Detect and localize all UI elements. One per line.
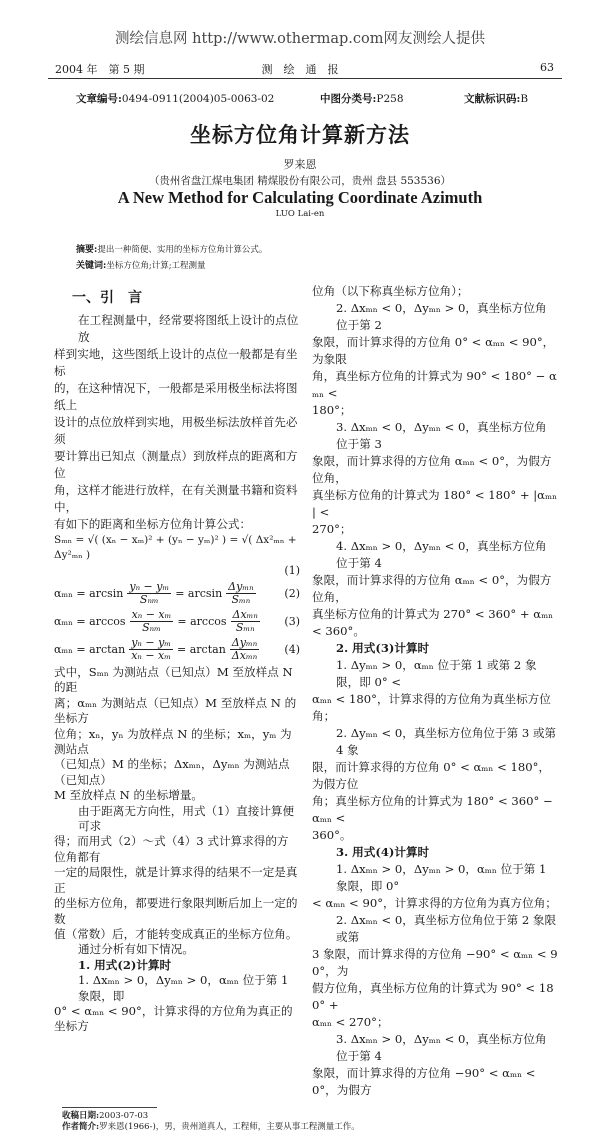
text-line: 象限，而计算求得的方位角 αₘₙ < 0°，为假方位角， bbox=[312, 573, 552, 604]
text-line: 设计的点位放样到实地，用极坐标法放样首先必须 bbox=[54, 415, 298, 446]
text-line: 有如下的距离和坐标方位角计算公式： bbox=[54, 517, 252, 531]
left-column bbox=[54, 283, 300, 1035]
text-line: 角，真坐标方位角的计算式为 90° < 180° − αₘₙ < bbox=[312, 369, 557, 400]
english-title: A New Method for Calculating Coordinate Azimuth bbox=[117, 188, 483, 207]
text-line: 3 象限，而计算求得的方位角 −90° < αₘₙ < 90°，为 bbox=[312, 947, 558, 978]
text-line: 值（常数）后，才能转变成真正的坐标方位角。 bbox=[54, 926, 298, 941]
document-code: 文献标识码:B bbox=[464, 93, 529, 105]
issue-label: 2004 年 第 5 期 bbox=[55, 63, 145, 76]
text-line: 一定的局限性，就是计算求得的结果不一定是真正 bbox=[54, 865, 298, 895]
text-line: 通过分析有如下情况。 bbox=[78, 942, 194, 957]
text-line: 2. 用式(3)计算时 bbox=[336, 641, 430, 655]
text-line: 3. 用式(4)计算时 bbox=[336, 845, 430, 859]
text-line: 真坐标方位角的计算式为 180° < 180° + |αₘₙ| < bbox=[312, 488, 558, 519]
received-date: 收稿日期:2003-07-03 bbox=[62, 1111, 149, 1121]
text-line: 式中，Sₘₙ 为测站点（已知点）M 至放样点 N 的距 bbox=[54, 665, 293, 695]
page-number: 63 bbox=[540, 61, 554, 74]
article-body bbox=[54, 283, 558, 1143]
text-line: 3. Δxₘₙ > 0，Δyₘₙ < 0，真坐标方位角位于第 4 bbox=[336, 1032, 547, 1063]
text-line: 离；αₘₙ 为测站点（已知点）M 至放样点 N 的坐标方 bbox=[54, 695, 297, 726]
text-line: 要计算出已知点（测量点）到放样点的距离和方位 bbox=[54, 449, 298, 480]
text-line: αₘₙ < 180°，计算求得的方位角为真坐标方位角； bbox=[312, 692, 551, 723]
text-line: 假方位角，真坐标方位角的计算式为 90° < 180° + bbox=[312, 981, 554, 1012]
right-column-body bbox=[312, 283, 558, 1099]
formula-3: αₘₙ = arccos xₙ − xₘ Sₙₘ = arccos Δxₘₙ Sₘₙ (3) bbox=[54, 608, 300, 634]
text-line: 限，而计算求得的方位角 0° < αₘₙ < 180°，为假方位 bbox=[312, 760, 551, 791]
text-line: 0° < αₘₙ < 90°，计算求得的方位角为真正的坐标方 bbox=[54, 1003, 293, 1034]
text-line: 2. Δxₘₙ < 0，真坐标方位角位于第 2 象限或第 bbox=[336, 913, 557, 944]
text-line: 1. Δyₘₙ > 0，αₘₙ 位于第 1 或第 2 象限，即 0° < bbox=[336, 658, 537, 689]
text-line: 的坐标方位角，都要进行象限判断后加上一定的数 bbox=[54, 896, 298, 926]
formula-1: Sₘₙ = √( (xₙ − xₘ)² + (yₙ − yₘ)² ) = √( Δx²ₘₙ + Δy²ₘₙ ) bbox=[54, 534, 297, 561]
text-line: 1. Δxₘₙ > 0，Δyₘₙ > 0，αₘₙ 位于第 1 象限，即 0° bbox=[336, 862, 547, 893]
intro-paragraph bbox=[54, 312, 300, 533]
abstract: 摘要:提出一种简便、实用的坐标方位角计算公式。 bbox=[76, 245, 268, 255]
text-line: 样到实地，这些图纸上设计的点位一般都是有坐标 bbox=[54, 347, 298, 378]
text-line: 1. Δxₘₙ > 0，Δyₘₙ > 0，αₘₙ 位于第 1 象限，即 bbox=[78, 973, 289, 1003]
text-line: 3. Δxₘₙ < 0，Δyₘₙ < 0，真坐标方位角位于第 3 bbox=[336, 420, 547, 451]
paper-title: 坐标方位角计算新方法 bbox=[190, 122, 410, 147]
watermark: 测绘信息网 http://www.othermap.com网友测绘人提供 bbox=[115, 31, 485, 47]
text-line: 4. Δxₘₙ > 0，Δyₘₙ < 0，真坐标方位角位于第 4 bbox=[336, 539, 547, 570]
text-line: 180°； bbox=[312, 403, 352, 417]
affiliation: （贵州省盘江煤电集团 精煤股份有限公司，贵州 盘县 553536） bbox=[148, 175, 452, 187]
text-line: αₘₙ < 270°； bbox=[312, 1015, 389, 1029]
formula-2: αₘₙ = arcsin yₙ − yₘ Sₙₘ = arcsin Δyₘₙ Sₘₙ (2) bbox=[54, 580, 300, 606]
text-line: （已知点）M 的坐标；Δxₘₙ，Δyₘₙ 为测站点（已知点） bbox=[54, 757, 290, 787]
formula-4: αₘₙ = arctan $\frac{\text{yₙ − yₘ}}{\text{xₙ − xₘ}}$ = arctan Δyₘₙ Δxₘₙ (4) bbox=[54, 636, 300, 662]
footnote bbox=[54, 1107, 558, 1143]
text-line: 位角；xₙ，yₙ 为放样点 N 的坐标；xₘ，yₘ 为测站点 bbox=[54, 726, 292, 757]
journal-name: 测 绘 通 报 bbox=[261, 63, 339, 76]
author: 罗来恩 bbox=[283, 158, 317, 171]
text-line: 真坐标方位角的计算式为 270° < 360° + αₘₙ < 360°。 bbox=[312, 607, 554, 638]
section-heading-intro: 一、引 言 bbox=[72, 290, 142, 306]
text-line: 在工程测量中，经常要将图纸上设计的点位放 bbox=[78, 313, 299, 344]
text-line: 270°； bbox=[312, 522, 352, 536]
formula-1-number: (1) bbox=[284, 564, 300, 577]
text-line: 2. Δyₘₙ < 0，真坐标方位角位于第 3 或第 4 象 bbox=[336, 726, 557, 757]
text-line: 象限，而计算求得的方位角 αₘₙ < 0°，为假方位角， bbox=[312, 454, 552, 485]
text-line: 角；真坐标方位角的计算式为 180° < 360° − αₘₙ < bbox=[312, 794, 553, 825]
text-line: M 至放样点 N 的坐标增量。 bbox=[54, 788, 204, 803]
header-rule bbox=[48, 78, 562, 79]
text-line: < αₘₙ < 90°，计算求得的方位角为真方位角； bbox=[312, 896, 557, 910]
english-author: LUO Lai-en bbox=[275, 209, 325, 219]
text-line: 360°。 bbox=[312, 828, 352, 842]
text-line: 角，这样才能进行放样，在有关测量书籍和资料中， bbox=[54, 483, 298, 514]
keywords: 关键词:坐标方位角;计算;工程测量 bbox=[76, 261, 206, 271]
text-line: 2. Δxₘₙ < 0，Δyₘₙ > 0，真坐标方位角位于第 2 bbox=[336, 301, 547, 332]
text-line: 由于距离无方向性，用式（1）直接计算便可求 bbox=[78, 803, 295, 834]
text-line: 1. 用式(2)计算时 bbox=[78, 957, 172, 972]
classification-number: 中图分类号:P258 bbox=[320, 93, 404, 105]
article-number: 文章编号:0494-0911(2004)05-0063-02 bbox=[76, 93, 275, 105]
text-line: 的，在这种情况下，一般都是采用极坐标法将图纸上 bbox=[54, 381, 298, 412]
footnote-rule bbox=[62, 1107, 157, 1108]
text-line: 位角（以下称真坐标方位角）； bbox=[312, 284, 469, 298]
text-line: 象限，而计算求得的方位角 0° < αₘₙ < 90°，为象限 bbox=[312, 335, 555, 366]
text-line: 象限，而计算求得的方位角 −90° < αₘₙ < 0°，为假方 bbox=[312, 1066, 536, 1097]
text-line: 得；而用式（2）～式（4）3 式计算求得的方位角都有 bbox=[54, 834, 289, 864]
author-bio: 作者简介:罗来恩(1966-)，男，贵州道真人，工程师，主要从事工程测量工作。 bbox=[62, 1122, 360, 1132]
